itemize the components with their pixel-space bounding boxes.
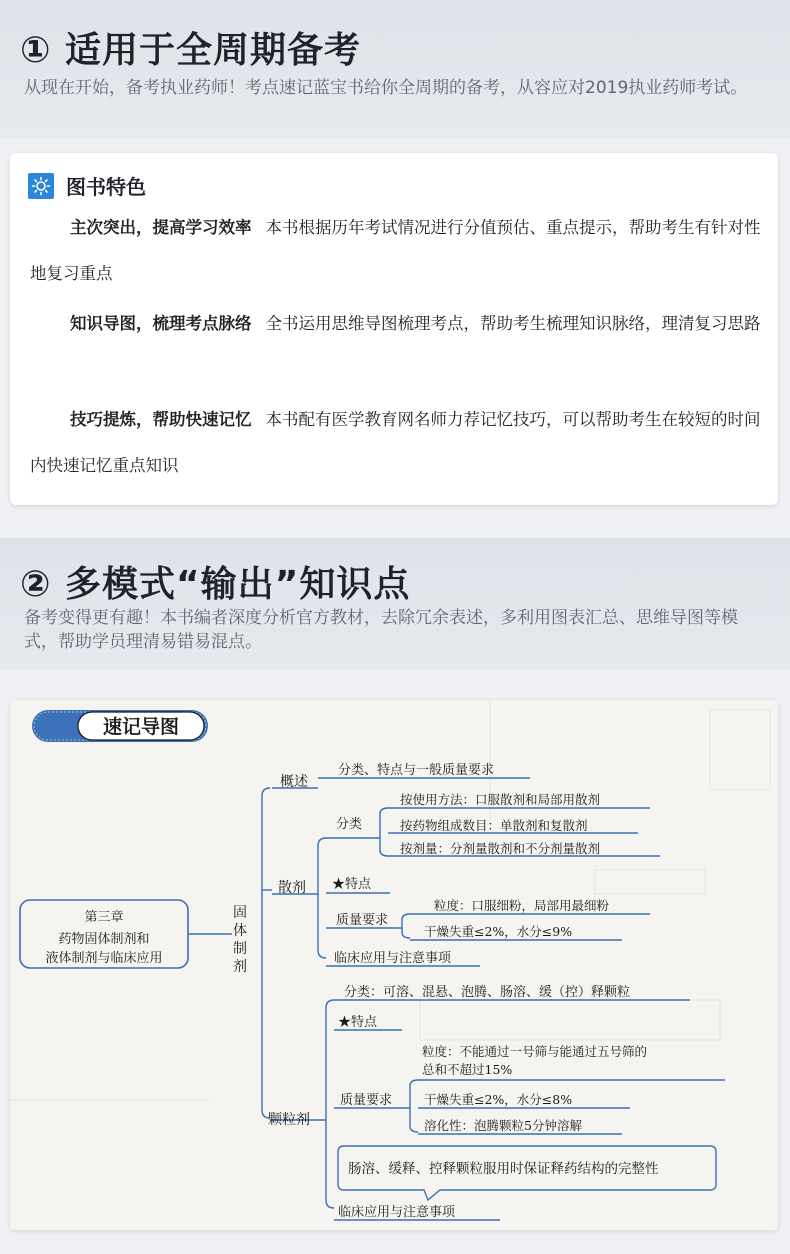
feature-item-1: [30, 205, 765, 297]
node-granule-feature: ★特点: [338, 1015, 378, 1030]
badge-label: 速记导图: [102, 716, 180, 738]
node-powder-clinical: 临床应用与注意事项: [334, 951, 452, 966]
section-2-description: 备考变得更有趣！本书编者深度分析官方教材，去除冗余表述，多利用图表汇总、思维导图等模式，帮助学员理清易错易混点。: [24, 608, 738, 652]
features-heading: 图书特色: [66, 175, 146, 199]
powder-class-item-1: 按使用方法：口服散剂和局部用散剂: [400, 792, 601, 807]
feature-item-3: [30, 397, 765, 489]
feature-3-text: 本书配有医学教育网名师力荐记忆技巧，可以帮助考生在较短的时间内快速记忆重点知识: [30, 410, 761, 475]
feature-3-title: 技巧提炼，帮助快速记忆: [70, 410, 252, 429]
granule-note: 肠溶、缓释、控释颗粒服用时保证释药结构的完整性: [348, 1161, 659, 1177]
section-1-title: ① 适用于全周期备考: [20, 30, 362, 71]
root-char-2: 体: [233, 923, 247, 939]
granule-quality-item-4: 溶化性：泡腾颗粒5分钟溶解: [424, 1118, 582, 1133]
sun-icon: [28, 173, 54, 199]
granule-quality-item-2: 总和不超过15%: [422, 1062, 513, 1077]
features-card: [10, 153, 778, 505]
node-overview-leaf: 分类、特点与一般质量要求: [338, 763, 495, 778]
node-granule-clinical: 临床应用与注意事项: [338, 1205, 456, 1220]
features-card-header: [28, 171, 146, 200]
feature-1-text: 本书根据历年考试情况进行分值预估、重点提示，帮助考生有针对性地复习重点: [30, 218, 761, 283]
chapter-line-2: 药物固体制剂和: [58, 932, 150, 947]
node-overview: 概述: [280, 774, 308, 790]
node-powder-class: 分类: [336, 817, 363, 832]
root-char-1: 固: [233, 905, 247, 921]
powder-quality-item-1: 粒度：口服细粉，局部用最细粉: [434, 898, 610, 913]
node-powder: 散剂: [278, 880, 306, 896]
feature-2-title: 知识导图，梳理考点脉络: [70, 314, 252, 333]
mindmap-diagram: [10, 700, 778, 1230]
mindmap-badge: [32, 710, 208, 742]
granule-quality-item-3: 干燥失重≤2%，水分≤8%: [424, 1092, 573, 1107]
section-1-description: 从现在开始，备考执业药师！考点速记蓝宝书给你全周期的备考，从容应对2019执业药师考试。: [24, 78, 748, 98]
section-2-title: ② 多模式“输出”知识点: [20, 564, 411, 605]
root-char-4: 剂: [233, 959, 247, 975]
feature-item-2: [30, 301, 765, 347]
node-powder-feature: ★特点: [332, 877, 372, 892]
powder-class-item-3: 按剂量：分剂量散剂和不分剂量散剂: [400, 841, 601, 856]
root-char-3: 制: [233, 941, 247, 957]
node-granule-quality: 质量要求: [340, 1093, 393, 1108]
mindmap-photo: [10, 700, 778, 1230]
feature-1-title: 主次突出，提高学习效率: [70, 218, 252, 237]
powder-class-item-2: 按药物组成数目：单散剂和复散剂: [400, 818, 588, 833]
chapter-line-1: 第三章: [84, 910, 124, 925]
node-granule: 颗粒剂: [268, 1112, 310, 1128]
node-granule-class: 分类：可溶、混悬、泡腾、肠溶、缓（控）释颗粒: [344, 985, 631, 1000]
chapter-line-3: 液体制剂与临床应用: [45, 951, 163, 966]
granule-quality-item-1: 粒度：不能通过一号筛与能通过五号筛的: [422, 1044, 648, 1059]
feature-2-text: 全书运用思维导图梳理考点，帮助考生梳理知识脉络，理清复习思路: [265, 314, 761, 333]
powder-quality-item-2: 干燥失重≤2%，水分≤9%: [424, 924, 573, 939]
node-powder-quality: 质量要求: [336, 913, 389, 928]
